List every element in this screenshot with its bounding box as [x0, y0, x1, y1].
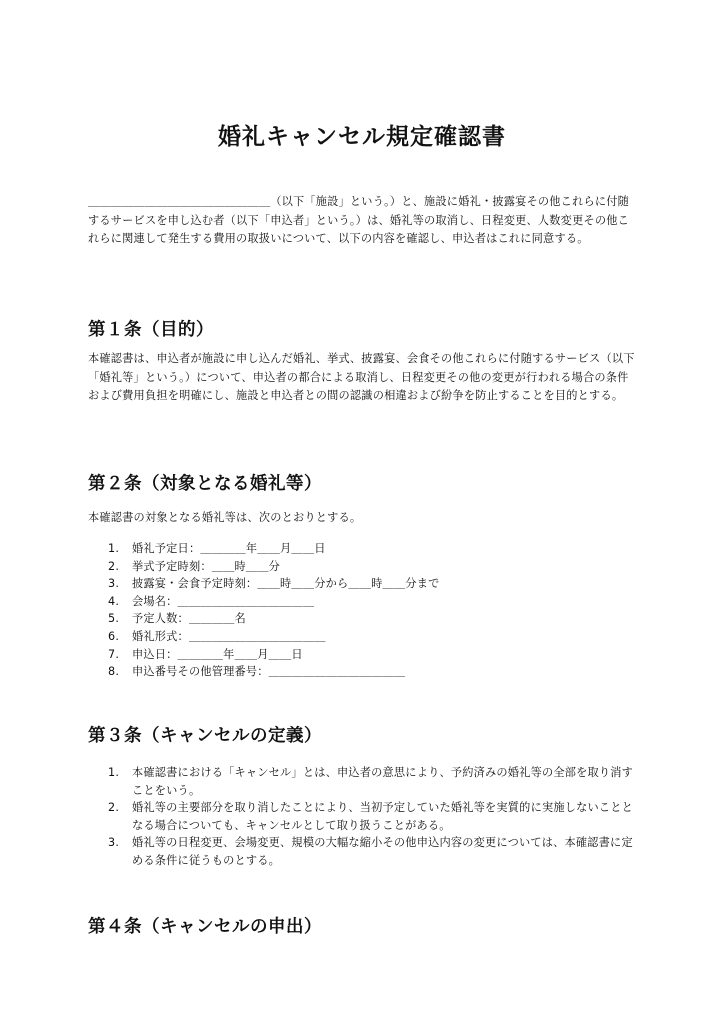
list-item: [88, 764, 636, 799]
list-item-text: 会場名：＿＿＿＿＿＿＿＿＿＿＿＿: [132, 594, 315, 608]
list-item-number: 6.: [108, 629, 120, 643]
list-item-number: 3.: [108, 836, 120, 850]
list-item: [88, 593, 636, 611]
list-item: [88, 610, 636, 628]
intro-paragraph: ＿＿＿＿＿＿＿＿＿＿＿＿＿＿＿＿（以下「施設」という。）と、施設に婚礼・披露宴その他これらに付随するサービスを申し込む者（以下「申込者」という。）は、婚礼等の取消し、日程変更、人数変更その他これらに関連して発生する費用の取扱いについて、以下の内容を確認し、申込者はこれに同意する。: [88, 195, 630, 245]
list-item-text: 本確認書における「キャンセル」とは、申込者の意思により、予約済みの婚礼等の全部を取り消すことをいう。: [132, 766, 634, 797]
document-title: 婚礼キャンセル規定確認書: [218, 124, 506, 150]
list-item-number: 4.: [108, 594, 120, 608]
list-item-text: 婚礼形式：＿＿＿＿＿＿＿＿＿＿＿＿: [132, 629, 326, 643]
list-item-number: 8.: [108, 665, 120, 679]
list-item: [88, 799, 636, 834]
list-item: [88, 575, 636, 593]
list-item-text: 申込番号その他管理番号：＿＿＿＿＿＿＿＿＿＿＿＿: [132, 665, 406, 679]
list-item-text: 披露宴・会食予定時刻：＿＿時＿＿分から＿＿時＿＿分まで: [132, 577, 440, 591]
list-item-number: 5.: [108, 612, 120, 626]
list-item-text: 挙式予定時刻：＿＿時＿＿分: [132, 559, 281, 573]
article-1-heading: 第１条（目的）: [88, 320, 214, 340]
article-2-list: [88, 540, 636, 681]
article-3-list: [88, 764, 636, 870]
list-item-text: 申込日：＿＿＿＿年＿＿月＿＿日: [132, 647, 303, 661]
list-item: [88, 540, 636, 558]
list-item-number: 1.: [108, 766, 120, 779]
list-item: [88, 628, 636, 646]
article-3-heading: 第３条（キャンセルの定義）: [88, 726, 322, 746]
article-1-body: 本確認書は、申込者が施設に申し込んだ婚礼、挙式、披露宴、会食その他これらに付随するサービス（以下「婚礼等」という。）について、申込者の都合による取消し、日程変更その他の変更が行われる場合の条件および費用負担を明確にし、施設と申込者との間の認識の相違および紛争を防止することを目的とする。: [88, 352, 635, 402]
list-item-number: 1.: [108, 542, 120, 555]
list-item: [88, 646, 636, 664]
list-item: [88, 834, 636, 869]
list-item-text: 婚礼予定日：＿＿＿＿年＿＿月＿＿日: [132, 542, 326, 555]
article-4-heading: 第４条（キャンセルの申出）: [88, 917, 322, 937]
list-item-number: 7.: [108, 647, 120, 661]
list-item-text: 婚礼等の主要部分を取り消したことにより、当初予定していた婚礼等を実質的に実施しないこととなる場合についても、キャンセルとして取り扱うことがある。: [132, 801, 634, 832]
list-item: [88, 663, 636, 681]
article-2-body: 本確認書の対象となる婚礼等は、次のとおりとする。: [88, 511, 362, 524]
list-item-number: 2.: [108, 801, 120, 815]
list-item: [88, 558, 636, 576]
list-item-text: 予定人数：＿＿＿＿名: [132, 612, 246, 626]
list-item-text: 婚礼等の日程変更、会場変更、規模の大幅な縮小その他申込内容の変更については、本確認書に定める条件に従うものとする。: [132, 836, 633, 867]
article-2-heading: 第２条（対象となる婚礼等）: [88, 474, 322, 494]
list-item-number: 3.: [108, 577, 120, 591]
list-item-number: 2.: [108, 559, 120, 573]
